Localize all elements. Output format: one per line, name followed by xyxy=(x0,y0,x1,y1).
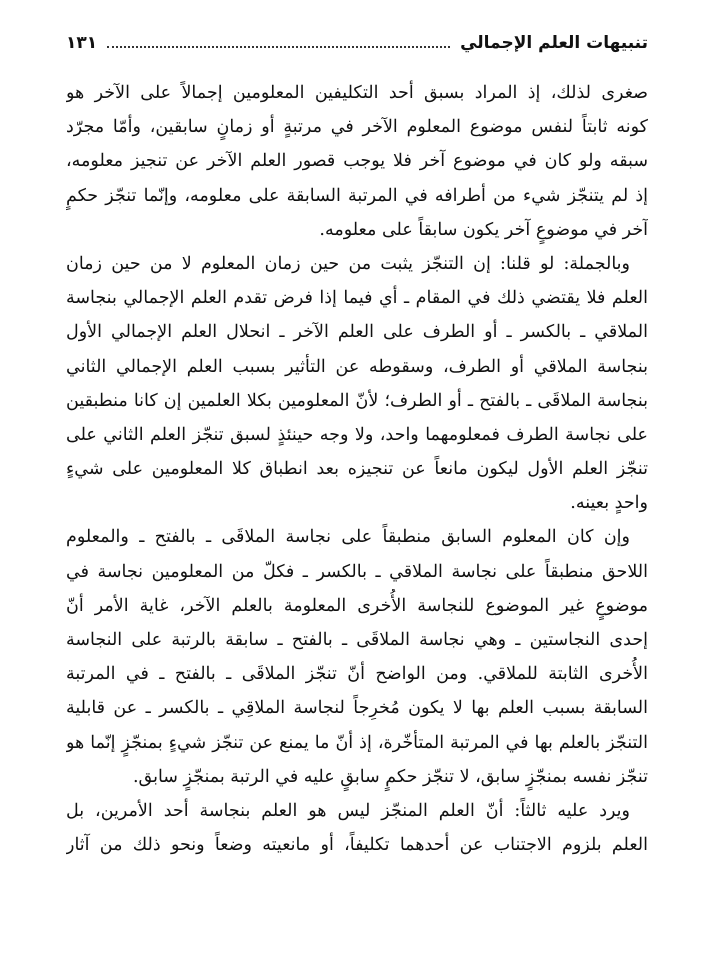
text-line: ويرد عليه ثالثاً: أنّ العلم المنجّز ليس هو العلم بنجاسة أحد الأمرين، بل xyxy=(66,800,630,821)
text-line: على نجاسة الطرف فمعلومهما واحد، ولا وجه حينئذٍ لسبق تنجّز العلم الثاني على xyxy=(66,424,648,445)
text-line: وبالجملة: لو قلنا: إن التنجّز يثبت من حين زمان المعلوم لا من حين زمان xyxy=(66,253,630,274)
page-number: ١٣١ xyxy=(66,33,98,53)
text-line: إذ لم يتنجّز شيء من أطرافه في المرتبة السابقة على معلومه، وإنّما تنجّز حكمٍ xyxy=(66,185,648,206)
text-line: اللاحق منطبقاً على نجاسة الملاقي ـ بالكسر ـ فكلّ من المعلومين نجاسة في xyxy=(66,561,648,582)
header-dot-leader xyxy=(107,46,450,48)
text-line: آخر في موضوعٍ آخر يكون سابقاً على معلومه. xyxy=(319,219,648,240)
text-line: العلم بلزوم الاجتناب عن أحدهما تكليفاً، أو مانعيته وضعاً ونحو ذلك من آثار xyxy=(66,835,648,856)
text-line: التنجّز بالعلم بها في المرتبة المتأخّرة، إذ أنّ ما يمنع عن تنجّز شيءٍ بمنجّزٍ إنّما هو xyxy=(66,732,648,753)
text-line: وإن كان المعلوم السابق منطبقاً على نجاسة الملاقَى ـ بالفتح ـ والمعلوم xyxy=(66,527,630,548)
body-text xyxy=(66,76,648,862)
text-line: كونه ثابتاً لنفس موضوع المعلوم الآخر في مرتبةٍ أو زمانٍ سابقين، وأمّا مجرّد xyxy=(66,117,648,138)
text-line: تنجّز العلم الأول ليكون مانعاً عن تنجيزه بعد انطباق كلا المعلومين على شيءٍ xyxy=(66,459,648,480)
text-line: الملاقي ـ بالكسر ـ أو الطرف على العلم الآخر ـ انحلال العلم الإجمالي الأول xyxy=(66,322,648,343)
text-line: السابقة بسبب العلم بها لا يكون مُخرِجاً لنجاسة الملاقِي ـ بالكسر ـ عن قابلية xyxy=(66,698,648,719)
text-line: صغرى لذلك، إذ المراد بسبق أحد التكليفين المعلومين إجمالاً على الآخر هو xyxy=(66,83,648,103)
text-line: موضوعٍ غير الموضوع للنجاسة الأُخرى المعلومة بالعلم الآخر، غاية الأمر أنّ xyxy=(66,595,648,616)
text-line: إحدى النجاستين ـ وهي نجاسة الملاقَى ـ بالفتح ـ سابقة بالرتبة على النجاسة xyxy=(66,630,648,650)
text-line: بنجاسة الملاقَى ـ بالفتح ـ أو الطرف؛ لأنّ المعلومين بكلا العلمين إن كانا منطبقين xyxy=(66,390,648,411)
text-line: بنجاسة الملاقي أو الطرف، وسقوطه عن التأثير بسبب العلم الإجمالي الثاني xyxy=(66,356,648,377)
page-header xyxy=(66,30,648,56)
text-line: سبقه ولو كان في موضوع آخر فلا يوجب قصور العلم الآخر عن تنجيز معلومه، xyxy=(66,151,648,172)
text-line: العلم فلا يقتضي ذلك في المقام ـ أي فيما إذا فرض تقدم العلم الإجمالي بنجاسة xyxy=(66,288,648,309)
text-line: تنجّز نفسه بمنجّزٍ سابق، لا تنجّز حكمٍ سابقٍ عليه في الرتبة بمنجّزٍ سابق. xyxy=(132,766,648,787)
running-title: تنبيهات العلم الإجمالي xyxy=(460,33,648,53)
text-line: واحدٍ بعينه. xyxy=(570,493,648,514)
text-line: الأُخرى الثابتة للملاقي. ومن الواضح أنّ تنجّز الملاقَى ـ بالفتح ـ في المرتبة xyxy=(66,664,648,685)
